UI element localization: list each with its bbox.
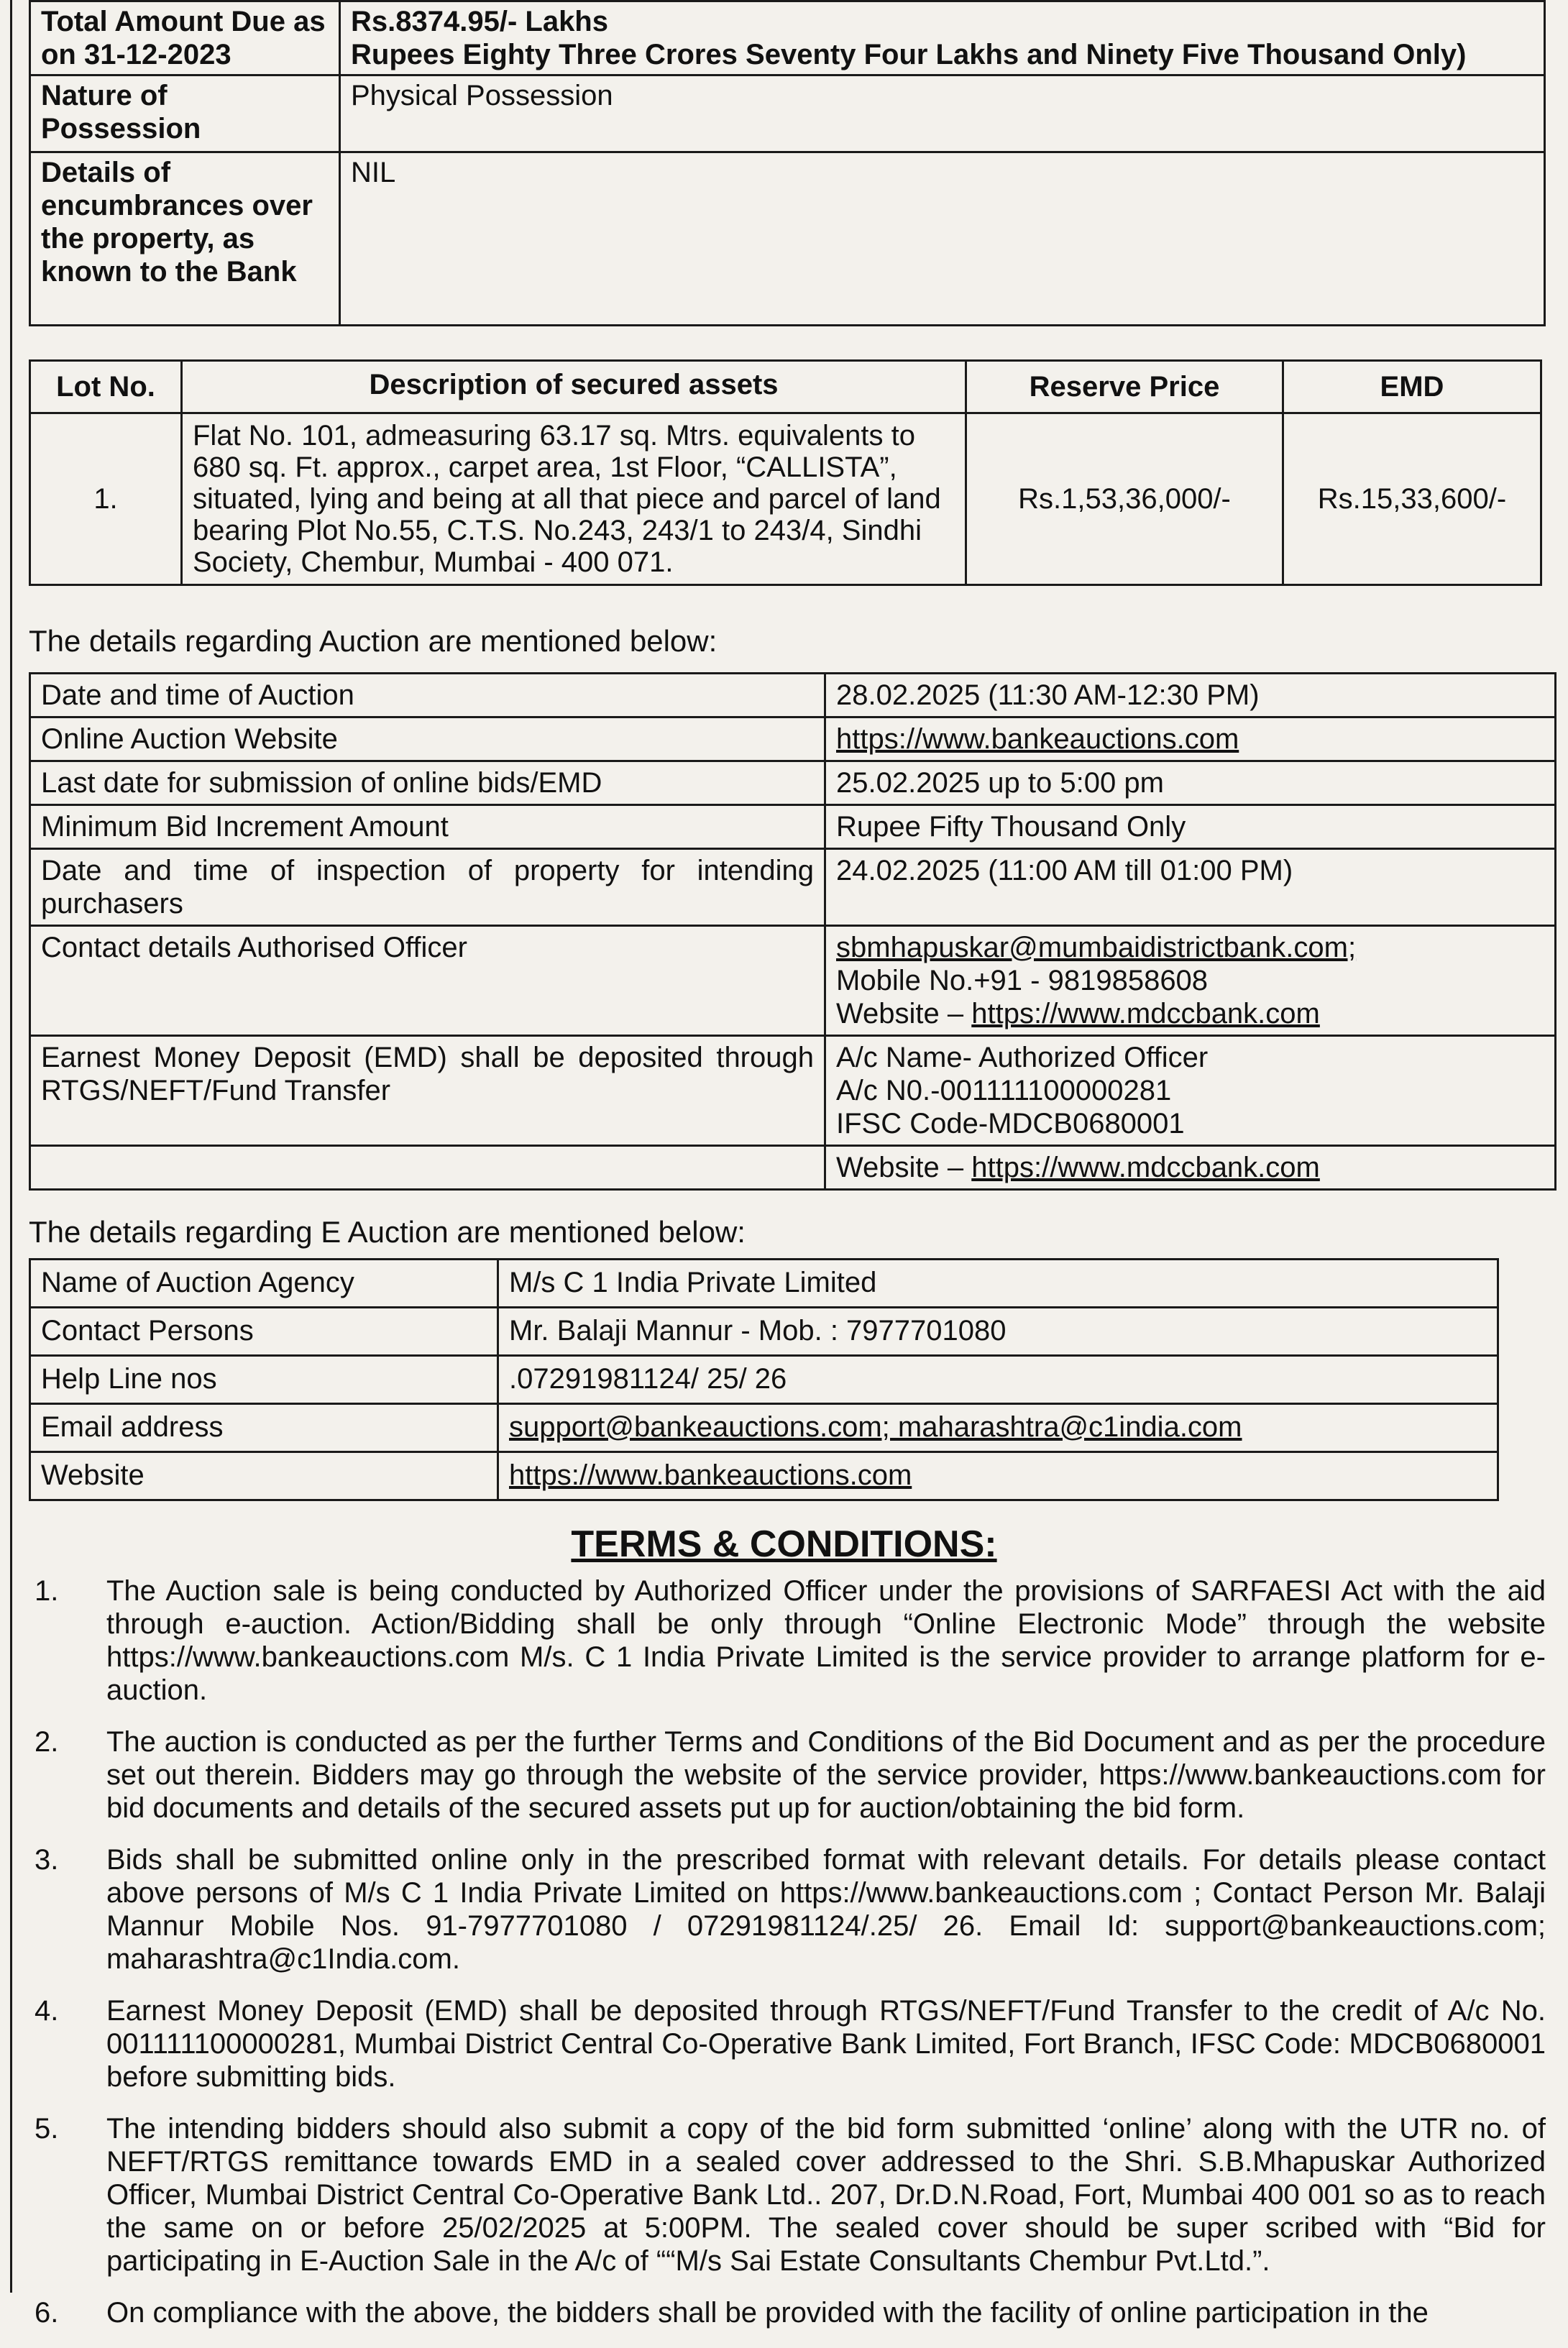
contact-website-link[interactable]: https://www.mdccbank.com	[971, 998, 1320, 1029]
emd-ifsc-code: IFSC Code-MDCB0680001	[836, 1108, 1185, 1139]
page-left-rule	[10, 0, 12, 2293]
contact-email-link[interactable]: sbmhapuskar@mumbaidistrictbank.com;	[836, 932, 1357, 963]
helpline-value: .07291981124/ 25/ 26	[498, 1356, 1498, 1404]
email-label: Email address	[30, 1404, 498, 1452]
table-row	[30, 1146, 1556, 1190]
table-row	[30, 926, 1556, 1036]
contact-persons-value: Mr. Balaji Mannur - Mob. : 7977701080	[498, 1308, 1498, 1356]
header-reserve-price: Reserve Price	[966, 361, 1283, 413]
list-item	[29, 1843, 1546, 1976]
header-description: Description of secured assets	[182, 361, 966, 413]
table-row	[30, 1452, 1498, 1500]
extra-website-link[interactable]: https://www.mdccbank.com	[971, 1152, 1320, 1183]
auction-details-table	[29, 672, 1556, 1191]
list-item	[29, 1725, 1546, 1825]
eauction-caption: The details regarding E Auction are mentioned below:	[29, 1215, 746, 1249]
term-text: The Auction sale is being conducted by Authorized Officer under the provisions of SARFAESI Act with the aid through e-auction. Action/Bidding shall be only through “Online Electronic Mode” through the website https://www.bankeauctions.com M/s. C 1 India Private Limited is the service provider to arrange platform for e-auction.	[106, 1575, 1546, 1706]
lot-number: 1.	[30, 413, 182, 585]
table-row	[30, 674, 1556, 717]
summary-table	[29, 0, 1546, 326]
emd-deposit-label: Earnest Money Deposit (EMD) shall be deposited through RTGS/NEFT/Fund Transfer	[30, 1036, 825, 1146]
auction-website-link[interactable]: https://www.bankeauctions.com	[825, 717, 1556, 761]
amount-value	[340, 1, 1545, 75]
eauction-table	[29, 1258, 1499, 1501]
term-number: 2.	[35, 1726, 59, 1758]
website-label: Website	[30, 1452, 498, 1500]
contact-website-prefix: Website –	[836, 998, 972, 1029]
term-text: Earnest Money Deposit (EMD) shall be deposited through RTGS/NEFT/Fund Transfer to the credit of A/c No. 001111100000281, Mumbai District Central Co-Operative Bank Limited, Fort Branch, IFSC Code: MDCB0680001 before submitting bids.	[106, 1995, 1546, 2093]
term-number: 4.	[35, 1995, 59, 2027]
table-row	[30, 849, 1556, 926]
possession-row	[30, 75, 1545, 152]
encumbrance-row	[30, 152, 1545, 326]
table-row	[30, 1036, 1556, 1146]
assets-header-row	[30, 361, 1541, 413]
term-number: 6.	[35, 2297, 59, 2329]
amount-line2: Rupees Eighty Three Crores Seventy Four Lakhs and Ninety Five Thousand Only)	[351, 39, 1467, 70]
auction-date-label: Date and time of Auction	[30, 674, 825, 717]
terms-list	[29, 1574, 1546, 2348]
table-row	[30, 1404, 1498, 1452]
header-emd: EMD	[1283, 361, 1541, 413]
list-item	[29, 1994, 1546, 2094]
agency-label: Name of Auction Agency	[30, 1260, 498, 1308]
encumbrance-value: NIL	[340, 152, 1545, 326]
asset-description: Flat No. 101, admeasuring 63.17 sq. Mtrs. equivalents to 680 sq. Ft. approx., carpet area, 1st Floor, “CALLISTA”, situated, lying and being at all that piece and parcel of land bearing Plot No.55, C.T.S. No.243, 243/1 to 243/4, Sindhi Society, Chembur, Mumbai - 400 071.	[182, 413, 966, 585]
auction-website-label: Online Auction Website	[30, 717, 825, 761]
bid-increment-label: Minimum Bid Increment Amount	[30, 805, 825, 849]
table-row	[30, 761, 1556, 805]
agency-value: M/s C 1 India Private Limited	[498, 1260, 1498, 1308]
inspection-value: 24.02.2025 (11:00 AM till 01:00 PM)	[825, 849, 1556, 926]
extra-website	[825, 1146, 1556, 1190]
amount-line1: Rs.8374.95/- Lakhs	[351, 6, 608, 37]
inspection-label: Date and time of inspection of property for intending purchasers	[30, 849, 825, 926]
auction-caption: The details regarding Auction are mentioned below:	[29, 624, 717, 658]
website-link[interactable]: https://www.bankeauctions.com	[498, 1452, 1498, 1500]
table-row	[30, 805, 1556, 849]
term-text: On compliance with the above, the bidders shall be provided with the facility of online participation in the	[106, 2297, 1429, 2329]
table-row	[30, 1260, 1498, 1308]
list-item	[29, 2112, 1546, 2278]
last-date-label: Last date for submission of online bids/EMD	[30, 761, 825, 805]
list-item	[29, 2296, 1546, 2329]
assets-table	[29, 359, 1542, 586]
table-row	[30, 413, 1541, 585]
contact-persons-label: Contact Persons	[30, 1308, 498, 1356]
emd-deposit-value	[825, 1036, 1556, 1146]
term-text: The auction is conducted as per the further Terms and Conditions of the Bid Document and as per the procedure set out therein. Bidders may go through the website of the service provider, https://www.bankeauctions.com for bid documents and details of the secured assets put up for auction/obtaining the bid form.	[106, 1726, 1546, 1824]
header-lot-no: Lot No.	[30, 361, 182, 413]
email-link[interactable]: support@bankeauctions.com; maharashtra@c1india.com	[498, 1404, 1498, 1452]
auction-date-value: 28.02.2025 (11:30 AM-12:30 PM)	[825, 674, 1556, 717]
term-text: Bids shall be submitted online only in the prescribed format with relevant details. For details please contact above persons of M/s C 1 India Private Limited on https://www.bankeauctions.com ; Contact Person Mr. Balaji Mannur Mobile Nos. 91-7977701080 / 07291981124/.25/ 26. Email Id: support@bankeauctions.com; maharashtra@c1India.com.	[106, 1844, 1546, 1975]
extra-website-prefix: Website –	[836, 1152, 972, 1183]
table-row	[30, 717, 1556, 761]
possession-label: Nature of Possession	[30, 75, 340, 152]
emd-account-name: A/c Name- Authorized Officer	[836, 1042, 1209, 1073]
contact-website	[836, 997, 1544, 1030]
amount-label: Total Amount Due as on 31-12-2023	[30, 1, 340, 75]
term-number: 3.	[35, 1844, 59, 1876]
empty-cell	[30, 1146, 825, 1190]
bid-increment-value: Rupee Fifty Thousand Only	[825, 805, 1556, 849]
helpline-label: Help Line nos	[30, 1356, 498, 1404]
terms-title: TERMS & CONDITIONS:	[571, 1523, 997, 1565]
emd-amount: Rs.15,33,600/-	[1283, 413, 1541, 585]
possession-value: Physical Possession	[340, 75, 1545, 152]
contact-value	[825, 926, 1556, 1036]
emd-account-number: A/c N0.-001111100000281	[836, 1075, 1172, 1106]
reserve-price: Rs.1,53,36,000/-	[966, 413, 1283, 585]
amount-row	[30, 1, 1545, 75]
contact-label: Contact details Authorised Officer	[30, 926, 825, 1036]
encumbrance-label: Details of encumbrances over the property, as known to the Bank	[30, 152, 340, 326]
list-item	[29, 1574, 1546, 1707]
term-text: The intending bidders should also submit a copy of the bid form submitted ‘online’ along with the UTR no. of NEFT/RTGS remittance towards EMD in a sealed cover addressed to the Shri. S.B.Mhapuskar Authorized Officer, Mumbai District Central Co-Operative Bank Ltd.. 207, Dr.D.N.Road, Fort, Mumbai 400 001 so as to reach the same on or before 25/02/2025 at 5:00PM. The sealed cover should be super scribed with “Bid for participating in E-Auction Sale in the A/c of ““M/s Sai Estate Consultants Chembur Pvt.Ltd.”.	[106, 2113, 1546, 2277]
table-row	[30, 1308, 1498, 1356]
last-date-value: 25.02.2025 up to 5:00 pm	[825, 761, 1556, 805]
table-row	[30, 1356, 1498, 1404]
term-number: 1.	[35, 1575, 59, 1607]
term-number: 5.	[35, 2113, 59, 2145]
contact-mobile: Mobile No.+91 - 9819858608	[836, 965, 1209, 996]
